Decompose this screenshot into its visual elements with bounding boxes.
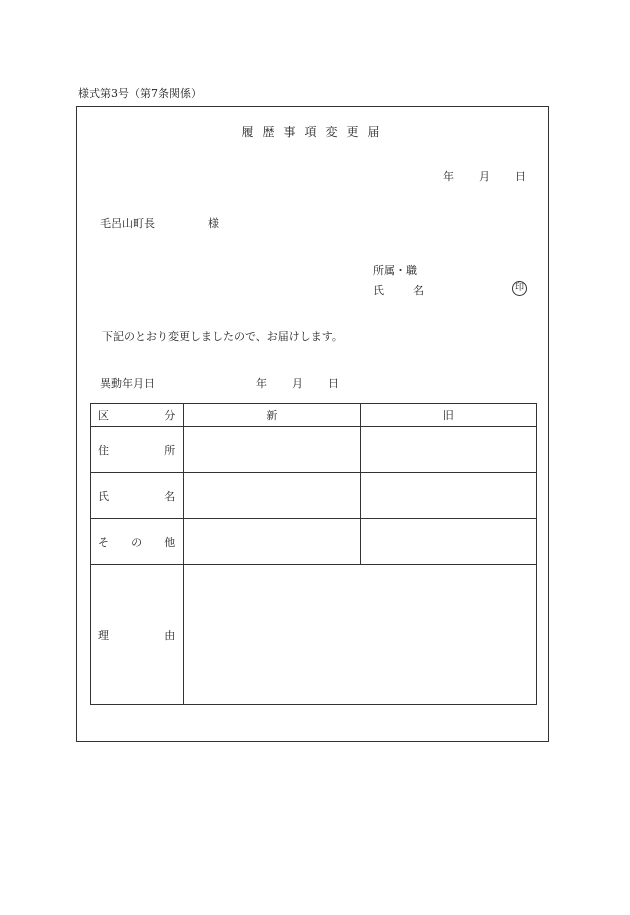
name-new-cell[interactable]	[184, 473, 360, 519]
change-date-day: 日	[328, 377, 339, 390]
change-date-month: 月	[292, 377, 303, 390]
header-new: 新	[184, 404, 360, 427]
table-row	[91, 473, 537, 519]
row-label-char: 氏	[98, 489, 109, 503]
date-month-label: 月	[479, 170, 490, 183]
row-label-char: の	[131, 535, 143, 549]
row-label-reason	[91, 565, 184, 705]
seal-mark: 印	[512, 281, 527, 296]
affiliation-label: 所属・職	[373, 264, 417, 277]
date-day-label: 日	[515, 170, 526, 183]
form-number-label: 様式第3号（第7条関係）	[78, 87, 202, 100]
table-header-row	[91, 404, 537, 427]
reason-label-char: 理	[98, 628, 109, 642]
statement-text: 下記のとおり変更しましたので、お届けします。	[102, 330, 343, 343]
header-old: 旧	[360, 404, 536, 427]
header-category	[91, 404, 184, 427]
row-label-char: そ	[98, 535, 109, 549]
address-new-cell[interactable]	[184, 427, 360, 473]
date-year-label: 年	[443, 170, 454, 183]
row-label-char: 所	[164, 443, 176, 457]
name-char-1: 氏	[373, 284, 384, 297]
row-label-other	[91, 519, 184, 565]
change-date-year: 年	[256, 377, 267, 390]
row-label-address	[91, 427, 184, 473]
table-row	[91, 427, 537, 473]
address-old-cell[interactable]	[360, 427, 536, 473]
row-label-char: 名	[164, 489, 176, 503]
header-category-char-1: 区	[98, 409, 109, 422]
row-label-char: 住	[98, 443, 109, 457]
row-label-char: 他	[164, 535, 176, 549]
addressee: 毛呂山町長	[100, 217, 155, 230]
table-row	[91, 519, 537, 565]
header-category-char-2: 分	[164, 409, 176, 422]
applicant-name-label	[373, 282, 424, 298]
other-new-cell[interactable]	[184, 519, 360, 565]
reason-row	[91, 565, 537, 705]
reason-cell[interactable]	[184, 565, 537, 705]
row-label-name	[91, 473, 184, 519]
reason-label-char: 由	[164, 628, 176, 642]
change-date-label: 異動年月日	[100, 377, 155, 390]
other-old-cell[interactable]	[360, 519, 536, 565]
name-char-2: 名	[413, 284, 424, 297]
honorific: 様	[208, 217, 219, 230]
name-old-cell[interactable]	[360, 473, 536, 519]
change-table	[90, 403, 537, 705]
form-title: 履歴事項変更届	[241, 125, 389, 139]
